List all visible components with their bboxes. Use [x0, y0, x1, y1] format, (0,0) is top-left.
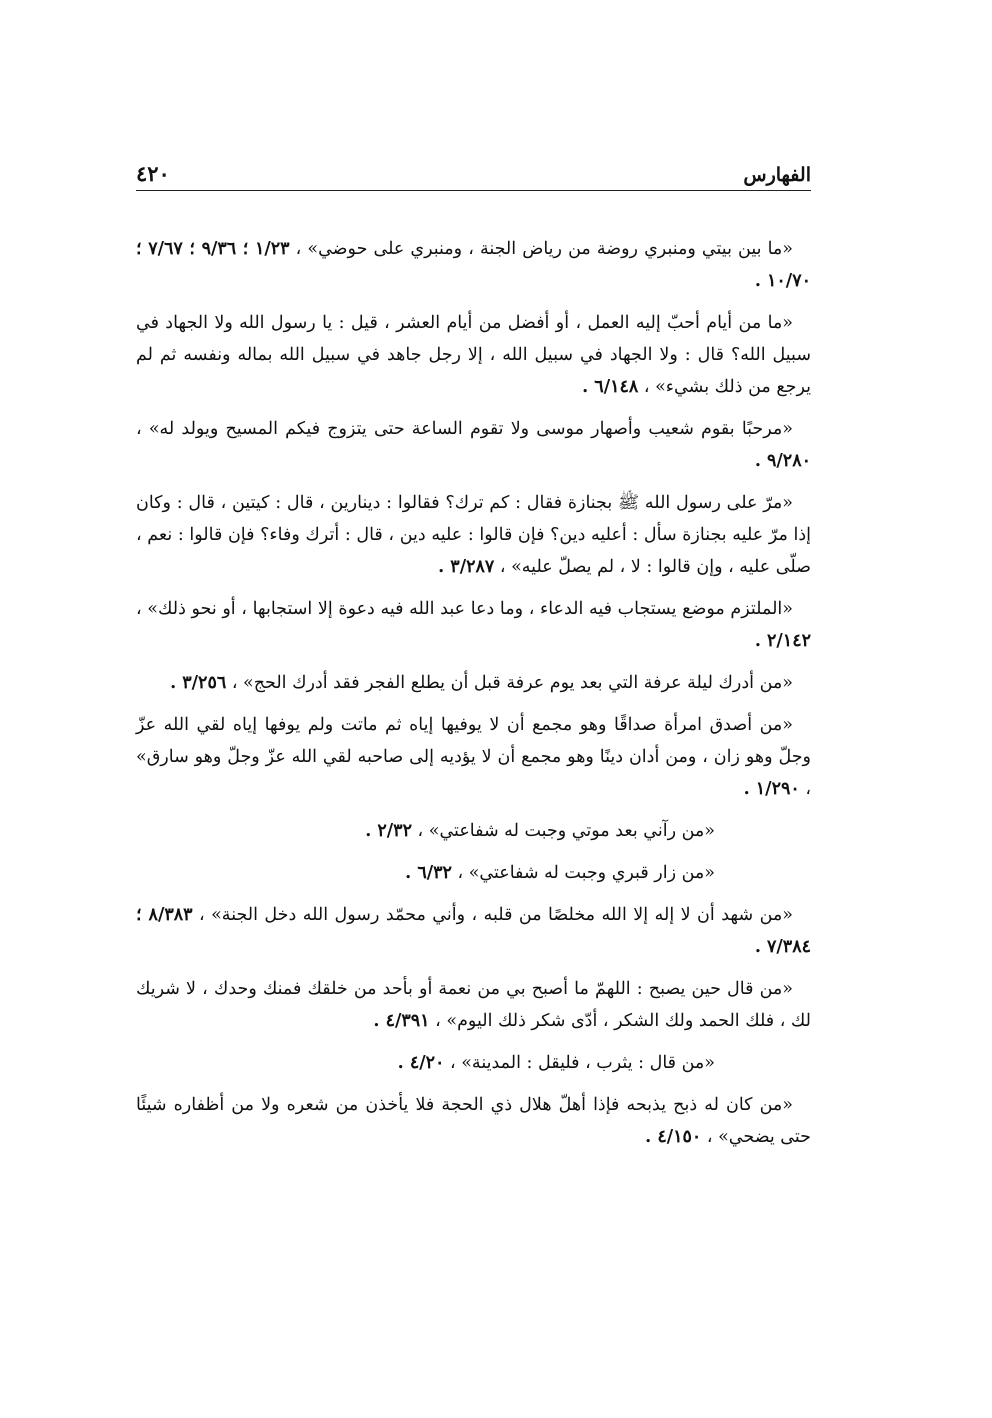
entry-refs: ٢/٣٢ .: [365, 821, 412, 841]
entry-refs: ٤/٢٠ .: [397, 1053, 445, 1073]
index-entry: [136, 307, 811, 403]
entry-text: «من كان له ذبح يذبحه فإذا أهلّ هلال ذي الحجة فلا يأخذن من شعره ولا من أظفاره شيئًا حتى يضحي» ،: [136, 1095, 811, 1147]
index-entry: [136, 815, 811, 847]
document-page: [136, 150, 811, 1163]
index-entry: [136, 709, 811, 805]
index-entry: [136, 1089, 811, 1153]
index-entry: [136, 233, 811, 297]
index-entry: [136, 973, 811, 1037]
entry-refs: ١/٢٩٠ .: [743, 779, 800, 799]
entry-text: «من قال : يثرب ، فليقل : المدينة» ،: [444, 1053, 715, 1073]
entry-text: «من أصدق امرأة صداقًا وهو مجمع أن لا يوفيها إياه ثم ماتت ولم يوفها إياه لقي الله عزّ وجلّ وهو زان ، ومن أدان دينًا وهو مجمع أن لا يؤديه إلى صاحبه لقي الله عزّ وجلّ وهو سارق» ،: [136, 715, 811, 799]
entry-text: «مرحبًا بقوم شعيب وأصهار موسى ولا تقوم الساعة حتى يتزوج فيكم المسيح ويولد له» ،: [136, 419, 793, 439]
entry-refs: ٣/٢٨٧ .: [438, 557, 495, 577]
entry-text: «ما من أيام أحبّ إليه العمل ، أو أفضل من أيام العشر ، قيل : يا رسول الله ولا الجهاد في سبيل الله؟ قال : ولا الجهاد في سبيل الله ، إلا رجل جاهد في سبيل الله بماله ونفسه ثم لم يرجع من ذلك بشيء» ،: [136, 313, 811, 397]
index-entry: [136, 593, 811, 657]
entry-refs: ٦/٣٢ .: [405, 863, 452, 883]
index-entry: [136, 857, 811, 889]
entry-text: «ما بين بيتي ومنبري روضة من رياض الجنة ، ومنبري على حوضي» ،: [289, 239, 793, 259]
entry-text: «من أدرك ليلة عرفة التي بعد يوم عرفة قبل أن يطلع الفجر فقد أدرك الحج» ،: [226, 673, 793, 693]
hadith-index-list: [136, 233, 811, 1153]
index-entry: [136, 487, 811, 583]
entry-refs: ٩/٢٨٠ .: [754, 451, 811, 471]
entry-refs: ٢/١٤٢ .: [754, 631, 811, 651]
entry-refs: ١/٢٣ ؛ ٩/٣٦ ؛ ٧/٦٧ ؛ ١٠/٧٠ .: [136, 239, 811, 291]
entry-text: «مرّ على رسول الله ﷺ بجنازة فقال : كم ترك؟ فقالوا : دينارين ، قال : كيتين ، قال : وكان إذا مرّ عليه بجنازة سأل : أعليه دين؟ فإن قالوا : عليه دين ، قال : أترك وفاء؟ فإن قالوا : نعم ، صلّى عليه ، وإن قالوا : لا ، لم يصلّ عليه» ،: [136, 493, 811, 577]
entry-refs: ٣/٢٥٦ .: [170, 673, 227, 693]
entry-refs: ٨/٣٨٣ ؛ ٧/٣٨٤ .: [136, 905, 811, 957]
index-entry: [136, 1047, 811, 1079]
index-entry: [136, 667, 811, 699]
entry-text: «من زار قبري وجبت له شفاعتي» ،: [451, 863, 715, 883]
entry-refs: ٤/٣٩١ .: [373, 1011, 430, 1031]
entry-text: «من رآني بعد موتي وجبت له شفاعتي» ،: [411, 821, 715, 841]
index-entry: [136, 899, 811, 963]
index-entry: [136, 413, 811, 477]
page-header: [136, 150, 811, 191]
entry-text: «الملتزم موضع يستجاب فيه الدعاء ، وما دعا عبد الله فيه دعوة إلا استجابها ، أو نحو ذلك» ،: [136, 599, 793, 619]
entry-text: «من شهد أن لا إله إلا الله مخلصًا من قلبه ، وأني محمّد رسول الله دخل الجنة» ،: [192, 905, 793, 925]
section-title: الفهارس: [743, 164, 811, 186]
page-number: ٤٢٠: [136, 161, 170, 186]
entry-refs: ٦/١٤٨ .: [582, 377, 639, 397]
entry-refs: ٤/١٥٠ .: [645, 1127, 702, 1147]
entry-text: «من قال حين يصبح : اللهمّ ما أصبح بي من نعمة أو بأحد من خلقك فمنك وحدك ، لا شريك لك ، فلك الحمد ولك الشكر ، أدّى شكر ذلك اليوم» ،: [136, 979, 811, 1031]
